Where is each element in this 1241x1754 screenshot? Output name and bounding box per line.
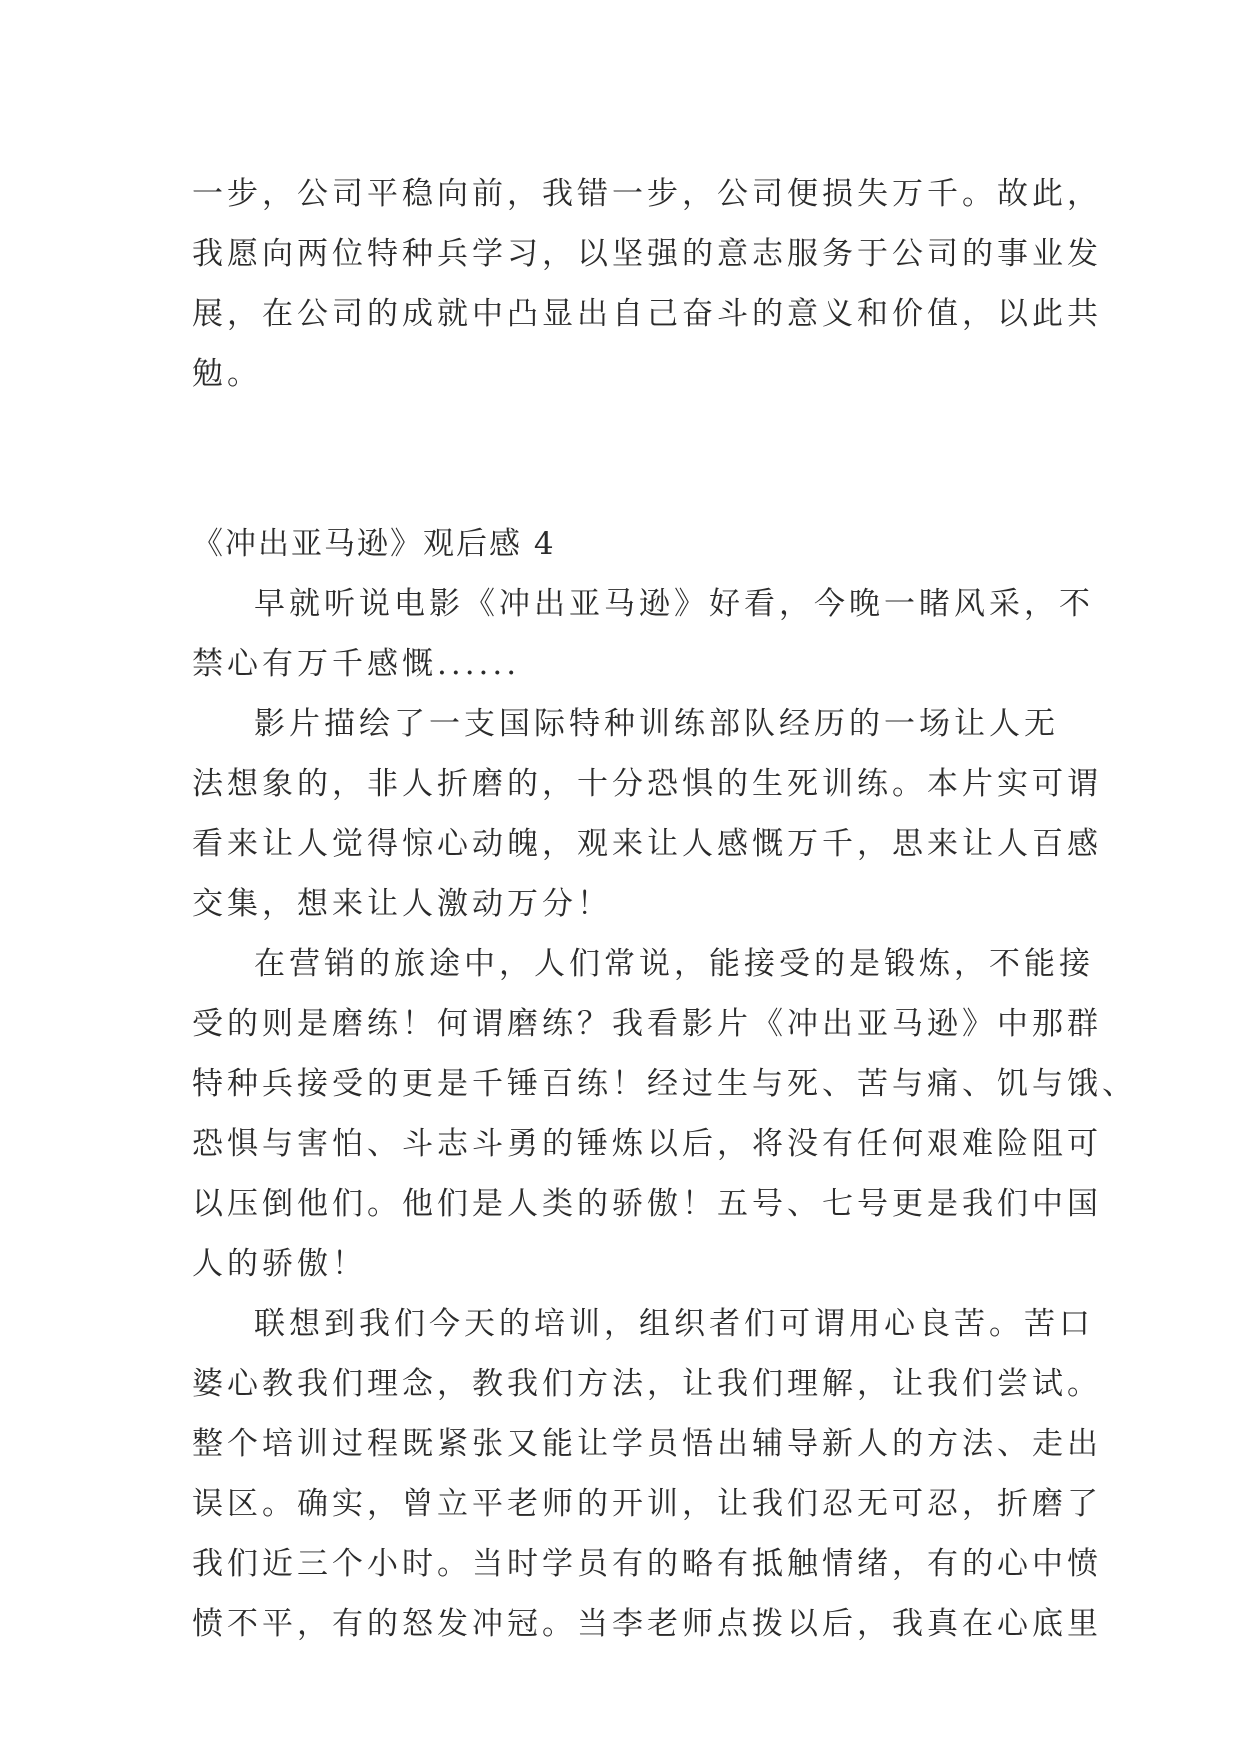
paragraph-line: 误区。确实，曾立平老师的开训，让我们忍无可忍，折磨了 [192,1486,1102,1522]
paragraph-line: 禁心有万千感慨...... [192,646,521,682]
paragraph-line: 影片描绘了一支国际特种训练部队经历的一场让人无 [254,706,1059,742]
paragraph-line: 法想象的，非人折磨的，十分恐惧的生死训练。本片实可谓 [192,766,1102,802]
paragraph-1 [192,574,1094,694]
paragraph-line: 早就听说电影《冲出亚马逊》好看，今晚一睹风采，不 [254,586,1094,622]
paragraph-2 [192,694,1102,934]
paragraph-line: 展，在公司的成就中凸显出自己奋斗的意义和价值，以此共 [192,296,1102,332]
section-title: 《冲出亚马逊》观后感 4 [192,526,556,562]
paragraph-line: 受的则是磨练！何谓磨练？我看影片《冲出亚马逊》中那群 [192,1006,1102,1042]
section-gap [192,404,1072,514]
paragraph-4 [192,1294,1102,1654]
paragraph-line: 我们近三个小时。当时学员有的略有抵触情绪，有的心中愤 [192,1546,1102,1582]
paragraph-line: 看来让人觉得惊心动魄，观来让人感慨万千，思来让人百感 [192,826,1102,862]
paragraph-line: 恐惧与害怕、斗志斗勇的锤炼以后，将没有任何艰难险阻可 [192,1126,1102,1162]
paragraph-line: 以压倒他们。他们是人类的骄傲！五号、七号更是我们中国 [192,1186,1102,1222]
paragraph-line: 人的骄傲！ [192,1246,367,1282]
paragraph-line: 我愿向两位特种兵学习，以坚强的意志服务于公司的事业发 [192,236,1102,272]
paragraph-line: 婆心教我们理念，教我们方法，让我们理解，让我们尝试。 [192,1366,1102,1402]
document-page [192,164,1137,1654]
paragraph-line: 联想到我们今天的培训，组织者们可谓用心良苦。苦口 [254,1306,1094,1342]
paragraph-line: 整个培训过程既紧张又能让学员悟出辅导新人的方法、走出 [192,1426,1102,1462]
intro-paragraph [192,164,1102,404]
paragraph-line: 勉。 [192,356,262,392]
paragraph-line: 一步，公司平稳向前，我错一步，公司便损失万千。故此， [192,176,1102,212]
paragraph-line: 特种兵接受的更是千锤百练！经过生与死、苦与痛、饥与饿、 [192,1066,1137,1102]
paragraph-line: 愤不平，有的怒发冲冠。当李老师点拨以后，我真在心底里 [192,1606,1102,1642]
paragraph-line: 交集，想来让人激动万分！ [192,886,612,922]
paragraph-line: 在营销的旅途中，人们常说，能接受的是锻炼，不能接 [254,946,1094,982]
paragraph-3 [192,934,1137,1294]
